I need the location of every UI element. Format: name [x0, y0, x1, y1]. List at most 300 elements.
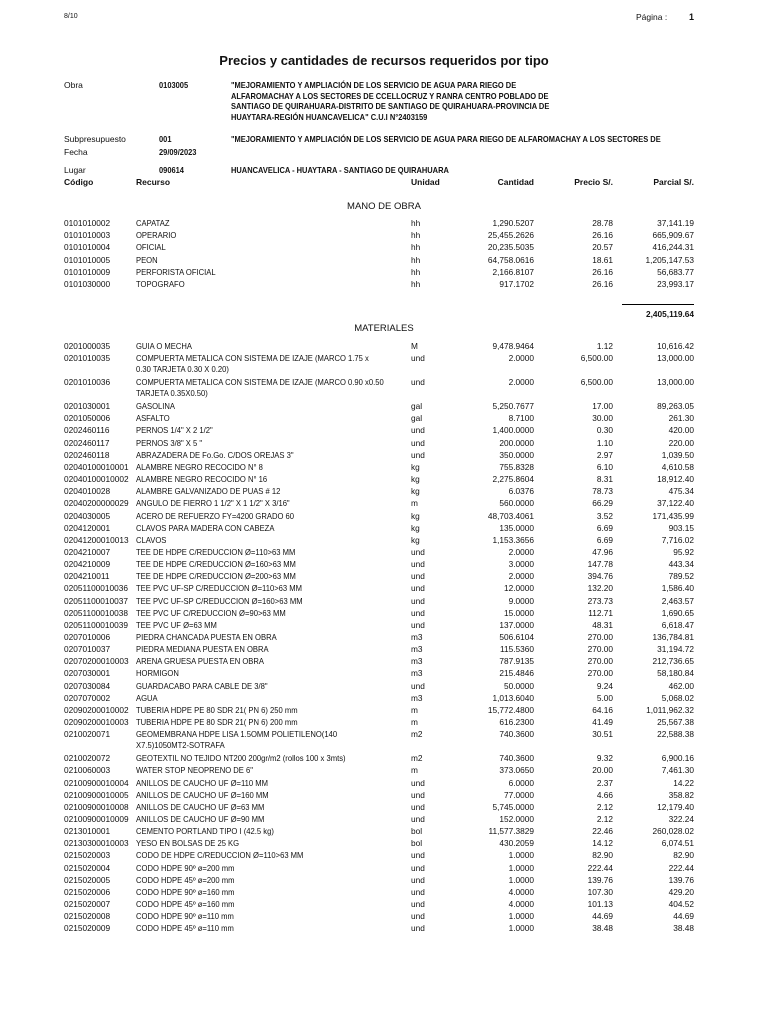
resource-quantity: 350.0000: [499, 449, 534, 460]
resource-description: CODO HDPE 90º ø=200 mm: [136, 862, 235, 873]
resource-partial: 420.00: [668, 425, 694, 436]
resource-price: 6.69: [596, 522, 613, 533]
resource-code: 0207030001: [64, 668, 111, 679]
obra-label: Obra: [64, 80, 83, 90]
resource-partial: 1,011,962.32: [646, 704, 694, 715]
resource-description: ARENA GRUESA PUESTA EN OBRA: [136, 656, 264, 667]
resource-code: 0202460118: [64, 449, 110, 460]
resource-quantity: 787.9135: [499, 656, 534, 667]
resource-unit: und: [411, 607, 425, 618]
resource-unit: m: [411, 765, 418, 776]
resource-description: ALAMBRE NEGRO RECOCIDO N° 8: [136, 461, 263, 472]
resource-code: 0201030001: [64, 401, 111, 412]
resource-unit: gal: [411, 401, 423, 412]
obra-line: SANTIAGO DE QUIRAHUARA-DISTRITO DE SANTIAGO DE QUIRAHUARA-PROVINCIA DE: [231, 101, 550, 111]
resource-code: 0101010003: [64, 230, 111, 241]
resource-unit: und: [411, 862, 425, 873]
resource-price: 22.46: [592, 826, 613, 837]
resource-unit: und: [411, 801, 425, 812]
resource-price: 8.31: [596, 474, 613, 485]
col-header-resource: Recurso: [136, 177, 171, 187]
resource-description: TEE PVC UF Ø=63 MM: [136, 619, 217, 630]
resource-partial: 6,900.16: [661, 753, 694, 764]
resource-quantity: 137.0000: [499, 619, 534, 630]
resource-code: 0101010009: [64, 266, 111, 277]
col-header-qty: Cantidad: [497, 177, 534, 187]
resource-unit: und: [411, 377, 425, 388]
resource-description: PIEDRA CHANCADA PUESTA EN OBRA: [136, 632, 277, 642]
lugar-description: HUANCAVELICA - HUAYTARA - SANTIAGO DE QUIRAHUARA: [231, 165, 449, 175]
resource-price: 107.30: [587, 886, 613, 897]
resource-quantity: 2,275.8604: [492, 474, 534, 485]
resource-unit: und: [411, 777, 425, 788]
resource-price: 66.29: [592, 498, 613, 509]
resource-quantity: 8.7100: [508, 413, 534, 424]
resource-price: 2.37: [596, 777, 613, 788]
resource-unit: und: [411, 789, 425, 800]
resource-price: 132.20: [587, 583, 613, 594]
resource-unit: m: [411, 498, 418, 509]
resource-price: 26.16: [592, 266, 613, 277]
mano-obra-total: 2,405,119.64: [646, 309, 694, 319]
resource-description: GASOLINA: [136, 401, 176, 412]
resource-code: 02051100010037: [64, 595, 128, 606]
resource-quantity: 4.0000: [508, 886, 534, 897]
resource-partial: 56,683.77: [657, 266, 694, 277]
obra-code: 0103005: [159, 80, 189, 90]
resource-code: 0215020005: [64, 874, 111, 885]
resource-quantity: 77.0000: [504, 789, 534, 800]
resource-code: 02040100010001: [64, 461, 129, 472]
resource-price: 270.00: [587, 632, 613, 642]
resource-code: 0204120001: [64, 522, 111, 533]
resource-unit: m3: [411, 632, 423, 642]
resource-quantity: 48,703.4061: [487, 510, 534, 521]
resource-price: 0.30: [596, 425, 613, 436]
resource-unit: M: [411, 341, 418, 351]
resource-quantity: 152.0000: [499, 813, 534, 824]
resource-partial: 260,028.02: [652, 826, 694, 837]
resource-quantity: 15.0000: [504, 607, 534, 618]
resource-quantity: 740.3600: [499, 753, 534, 764]
resource-unit: und: [411, 680, 425, 691]
resource-description: CEMENTO PORTLAND TIPO I (42.5 kg): [136, 826, 274, 837]
resource-description: GEOTEXTIL NO TEJIDO NT200 200gr/m2 (rollos 100 x 3mts): [136, 753, 346, 764]
obra-description: [231, 80, 549, 122]
resource-code: 02051100010039: [64, 619, 128, 630]
resource-partial: 220.00: [668, 437, 694, 448]
resource-unit: m: [411, 704, 418, 715]
col-header-price: Precio S/.: [574, 177, 613, 187]
resource-unit: und: [411, 813, 425, 824]
resource-partial: 37,141.19: [657, 218, 694, 228]
resource-partial: 31,194.72: [657, 644, 694, 655]
resource-quantity: 15,772.4800: [487, 704, 534, 715]
print-date: 8/10: [64, 13, 78, 20]
resource-price: 270.00: [587, 656, 613, 667]
resource-partial: 38.48: [673, 923, 694, 934]
resource-code: 02051100010036: [64, 583, 128, 594]
resource-partial: 22,588.38: [657, 729, 694, 740]
col-header-code: Código: [64, 177, 94, 187]
resource-code: 02070200010003: [64, 656, 129, 667]
resource-quantity: 1,400.0000: [492, 425, 534, 436]
resource-price: 26.16: [592, 279, 613, 289]
resource-quantity: 740.3600: [499, 729, 534, 740]
resource-price: 17.00: [592, 401, 613, 412]
resource-price: 273.73: [587, 595, 613, 606]
resource-code: 0210020071: [64, 729, 111, 740]
resource-quantity: 2.0000: [508, 546, 534, 557]
resource-code: 0215020009: [64, 923, 111, 934]
resource-partial: 212,736.65: [652, 656, 694, 667]
subpresupuesto-label: Subpresupuesto: [64, 134, 126, 144]
resource-partial: 1,690.65: [661, 607, 694, 618]
resource-partial: 1,205,147.53: [645, 254, 694, 265]
resource-description: WATER STOP NEOPRENO DE 6": [136, 765, 253, 776]
resource-unit: hh: [411, 279, 421, 289]
resource-description: ABRAZADERA DE Fo.Go. C/DOS OREJAS 3": [136, 449, 294, 460]
resource-partial: 1,039.50: [661, 449, 694, 460]
resource-unit: bol: [411, 838, 423, 849]
resource-partial: 44.69: [673, 911, 694, 922]
resource-description: CODO HDPE 90º ø=160 mm: [136, 886, 235, 897]
resource-price: 47.96: [592, 546, 613, 557]
resource-code: 02051100010038: [64, 607, 128, 618]
page-title: Precios y cantidades de recursos requeridos por tipo: [219, 53, 549, 68]
resource-quantity: 1.0000: [508, 862, 534, 873]
resource-unit: hh: [411, 254, 421, 265]
resource-quantity: 2.0000: [508, 571, 534, 582]
resource-unit: bol: [411, 826, 423, 837]
resource-quantity: 430.2059: [499, 838, 534, 849]
resource-quantity: 6.0376: [508, 486, 534, 497]
resource-description: GUARDACABO PARA CABLE DE 3/8": [136, 680, 268, 691]
resource-unit: hh: [411, 242, 421, 253]
resource-quantity: 9.0000: [508, 595, 534, 606]
resource-description: ALAMBRE NEGRO RECOCIDO N° 16: [136, 474, 268, 485]
resource-partial: 25,567.38: [657, 717, 694, 728]
resource-price: 18.61: [592, 254, 613, 265]
resource-unit: und: [411, 353, 425, 364]
resource-partial: 222.44: [668, 862, 694, 873]
resource-quantity: 135.0000: [499, 522, 534, 533]
resource-quantity: 3.0000: [508, 559, 534, 570]
col-header-unit: Unidad: [411, 177, 440, 187]
resource-code: 02100900010004: [64, 777, 129, 788]
page-number: 1: [689, 12, 695, 22]
resource-quantity: 5,745.0000: [492, 801, 534, 812]
resource-description: CLAVOS: [136, 534, 167, 545]
resource-description: GUIA O MECHA: [136, 341, 192, 351]
resource-price: 9.24: [596, 680, 613, 691]
resource-quantity: 25,455.2626: [487, 230, 534, 241]
resource-code: 02041200010013: [64, 534, 129, 545]
resource-partial: 139.76: [668, 874, 694, 885]
resource-price: 6.10: [596, 461, 613, 472]
resource-unit: hh: [411, 230, 421, 241]
resource-partial: 358.82: [668, 789, 694, 800]
resource-code: 02090200010003: [64, 717, 129, 728]
resource-unit: und: [411, 595, 425, 606]
resource-description: ANILLOS DE CAUCHO UF Ø=63 MM: [136, 801, 265, 812]
resource-code: 02040200000029: [64, 498, 129, 509]
resource-quantity: 115.5360: [500, 644, 534, 655]
resource-quantity: 917.1702: [499, 279, 534, 289]
resource-price: 270.00: [587, 644, 613, 655]
resource-partial: 322.24: [668, 813, 694, 824]
obra-line: ALFAROMACHAY A LOS SECTORES DE CCELLOCRUZ Y RANRA CENTRO POBLADO DE: [231, 90, 549, 101]
resource-description: YESO EN BOLSAS DE 25 KG: [136, 838, 240, 849]
resource-partial: 18,912.40: [657, 474, 694, 485]
resource-unit: m3: [411, 656, 423, 667]
resource-price: 6,500.00: [580, 377, 613, 388]
resource-price: 28.78: [592, 218, 613, 228]
resource-code: 0215020008: [64, 911, 111, 922]
resource-unit: m3: [411, 668, 423, 679]
resource-description: PERNOS 1/4" X 2 1/2": [136, 425, 213, 436]
resource-code: 0204030005: [64, 510, 111, 521]
resource-quantity: 6.0000: [508, 777, 534, 788]
resource-price: 3.52: [596, 510, 613, 521]
resource-description: TEE DE HDPE C/REDUCCION Ø=200>63 MM: [136, 571, 296, 582]
resource-partial: 171,435.99: [652, 510, 694, 521]
resource-description: ANILLOS DE CAUCHO UF Ø=90 MM: [136, 813, 265, 824]
resource-description: CODO HDPE 45º ø=200 mm: [136, 874, 235, 885]
resource-quantity: 50.0000: [504, 680, 534, 691]
resource-price: 112.71: [588, 607, 613, 618]
resource-code: 02100900010009: [64, 813, 129, 824]
resource-code: 0201010035: [64, 353, 111, 364]
resource-description: TEE DE HDPE C/REDUCCION Ø=110>63 MM: [136, 546, 296, 557]
resource-code: 0101030000: [64, 279, 111, 289]
resource-unit: kg: [411, 534, 420, 545]
resource-unit: m2: [411, 729, 423, 740]
resource-unit: kg: [411, 486, 420, 497]
resource-unit: kg: [411, 461, 420, 472]
resource-code: 0204010028: [64, 486, 111, 497]
resource-description: CODO HDPE 90º ø=110 mm: [136, 911, 234, 922]
resource-quantity: 755.8328: [499, 461, 534, 472]
resource-quantity: 616.2300: [499, 717, 534, 728]
resource-code: 0202460117: [64, 437, 110, 448]
resource-price: 9.32: [596, 753, 613, 764]
resource-description: PERFORISTA OFICIAL: [136, 266, 216, 277]
resource-quantity: 215.4846: [499, 668, 534, 679]
resource-quantity: 506.6104: [499, 632, 534, 642]
resource-unit: kg: [411, 522, 420, 533]
resource-price: 30.51: [592, 729, 613, 740]
resource-description: PEON: [136, 254, 158, 265]
resource-price: 2.12: [596, 801, 613, 812]
resource-description: CODO DE HDPE C/REDUCCION Ø=110>63 MM: [136, 850, 304, 861]
resource-price: 41.49: [592, 717, 613, 728]
resource-price: 26.16: [592, 230, 613, 241]
resource-partial: 13,000.00: [657, 377, 694, 388]
resource-price: 38.48: [592, 923, 613, 934]
resource-code: 02100900010008: [64, 801, 129, 812]
resource-quantity: 1,290.5207: [492, 218, 534, 228]
resource-partial: 4,610.58: [661, 461, 694, 472]
resource-quantity: 64,758.0616: [487, 254, 534, 265]
resource-unit: kg: [411, 474, 420, 485]
resource-code: 0201050006: [64, 413, 111, 424]
resource-description: ANILLOS DE CAUCHO UF Ø=110 MM: [136, 777, 268, 788]
resource-code: 0101010004: [64, 242, 111, 253]
resource-partial: 261.30: [668, 413, 694, 424]
resource-code: 02130300010003: [64, 838, 129, 849]
resource-unit: und: [411, 923, 425, 934]
resource-unit: und: [411, 425, 425, 436]
resource-quantity: 200.0000: [499, 437, 534, 448]
resource-partial: 82.90: [673, 850, 694, 861]
resource-price: 6.69: [596, 534, 613, 545]
resource-unit: und: [411, 437, 425, 448]
resource-price: 20.57: [592, 242, 613, 253]
resource-partial: 5,068.02: [661, 692, 694, 703]
resource-partial: 136,784.81: [652, 632, 694, 642]
section-title-materiales: MATERIALES: [354, 323, 414, 334]
resource-code: 0215020004: [64, 862, 111, 873]
resource-partial: 7,461.30: [661, 765, 694, 776]
resource-unit: und: [411, 619, 425, 630]
resource-unit: und: [411, 886, 425, 897]
resource-partial: 6,074.51: [661, 838, 694, 849]
resource-quantity: 1.0000: [508, 874, 534, 885]
resource-partial: 6,618.47: [661, 619, 694, 630]
resource-partial: 14.22: [673, 777, 694, 788]
resource-quantity: 2.0000: [508, 377, 534, 388]
page-label: Página :: [636, 12, 668, 22]
resource-unit: m: [411, 717, 418, 728]
resource-unit: m2: [411, 753, 423, 764]
resource-quantity: 1.0000: [508, 850, 534, 861]
resource-partial: 404.52: [668, 899, 694, 909]
resource-quantity: 12.0000: [504, 583, 534, 594]
resource-description: ANGULO DE FIERRO 1 1/2" X 1 1/2" X 3/16": [136, 498, 290, 509]
resource-price: 14.12: [592, 838, 613, 849]
resource-description: TEE PVC UF-SP C/REDUCCION Ø=110>63 MM: [136, 583, 303, 594]
resource-description: PIEDRA MEDIANA PUESTA EN OBRA: [136, 644, 269, 655]
resource-partial: 429.20: [668, 886, 694, 897]
resource-quantity: 4.0000: [508, 899, 534, 909]
resource-description: TEE PVC UF-SP C/REDUCCION Ø=160>63 MM: [136, 595, 303, 606]
resource-code: 02040100010002: [64, 474, 129, 485]
resource-price: 48.31: [592, 619, 613, 630]
resource-description: GEOMEMBRANA HDPE LISA 1.5OMM POLIETILENO(140 X7.5)1050MT2-SOTRAFA: [136, 729, 338, 750]
resource-partial: 789.52: [668, 571, 694, 582]
resource-quantity: 1.0000: [508, 923, 534, 934]
subpresupuesto-description: "MEJORAMIENTO Y AMPLIACIÓN DE LOS SERVICIO DE AGUA PARA RIEGO DE ALFAROMACHAY A LOS SECTORES DE: [231, 134, 661, 144]
resource-description: ALAMBRE GALVANIZADO DE PUAS # 12: [136, 486, 281, 497]
resource-unit: gal: [411, 413, 423, 424]
resource-quantity: 2.0000: [508, 353, 534, 364]
resource-price: 44.69: [592, 911, 613, 922]
resource-quantity: 9,478.9464: [492, 341, 534, 351]
resource-description: OFICIAL: [136, 242, 166, 253]
resource-description: TEE DE HDPE C/REDUCCION Ø=160>63 MM: [136, 559, 296, 570]
resource-price: 2.12: [596, 813, 613, 824]
resource-unit: und: [411, 449, 425, 460]
resource-code: 0210020072: [64, 753, 111, 764]
resource-price: 5.00: [596, 692, 613, 703]
resource-unit: kg: [411, 510, 420, 521]
resource-price: 147.78: [587, 559, 613, 570]
resource-partial: 2,463.57: [661, 595, 694, 606]
fecha-label: Fecha: [64, 147, 88, 157]
resource-description: OPERARIO: [136, 230, 177, 241]
resource-description: ASFALTO: [136, 413, 170, 424]
resource-partial: 903.15: [668, 522, 694, 533]
resource-price: 6,500.00: [580, 353, 613, 364]
resource-quantity: 1,013.6040: [492, 692, 534, 703]
resource-code: 0201000035: [64, 341, 111, 351]
resource-quantity: 560.0000: [499, 498, 534, 509]
resource-price: 270.00: [587, 668, 613, 679]
resource-partial: 13,000.00: [657, 353, 694, 364]
resource-description: ANILLOS DE CAUCHO UF Ø=160 MM: [136, 789, 269, 800]
resource-partial: 10,616.42: [657, 341, 694, 351]
resource-quantity: 373.0650: [499, 765, 534, 776]
resource-code: 02100900010005: [64, 789, 129, 800]
resource-unit: und: [411, 571, 425, 582]
resource-unit: und: [411, 546, 425, 557]
resource-code: 0210060003: [64, 765, 111, 776]
resource-quantity: 5,250.7677: [492, 401, 534, 412]
resource-price: 4.66: [596, 789, 613, 800]
resource-description: PERNOS 3/8" X 5 ": [136, 437, 203, 448]
resource-price: 78.73: [592, 486, 613, 497]
resource-unit: und: [411, 583, 425, 594]
resource-price: 222.44: [587, 862, 613, 873]
resource-quantity: 20,235.5035: [487, 242, 534, 253]
resource-partial: 462.00: [668, 680, 694, 691]
resource-price: 2.97: [596, 449, 613, 460]
resource-partial: 89,263.05: [657, 401, 694, 412]
fecha-value: 29/09/2023: [159, 147, 197, 157]
resource-code: 0204210009: [64, 559, 111, 570]
resource-quantity: 2,166.8107: [492, 266, 534, 277]
resource-quantity: 1.0000: [508, 911, 534, 922]
resource-description: COMPUERTA METALICA CON SISTEMA DE IZAJE (MARCO 0.90 x0.50 TARJETA 0.35X0.50): [136, 377, 384, 398]
resource-code: 0207010006: [64, 632, 111, 642]
resource-price: 30.00: [592, 413, 613, 424]
resource-description: CODO HDPE 45º ø=110 mm: [136, 923, 234, 934]
resource-unit: m3: [411, 692, 423, 703]
resource-partial: 665,909.67: [652, 230, 694, 241]
resource-unit: und: [411, 911, 425, 922]
resource-code: 0202460116: [64, 425, 110, 436]
resource-price: 1.10: [596, 437, 613, 448]
resource-partial: 443.34: [668, 559, 694, 570]
resource-quantity: 1,153.3656: [492, 534, 534, 545]
resource-code: 0207030084: [64, 680, 111, 691]
resource-unit: und: [411, 874, 425, 885]
resource-description: COMPUERTA METALICA CON SISTEMA DE IZAJE (MARCO 1.75 x 0.30 TARJETA 0.30 X 0.20): [136, 353, 369, 374]
resource-partial: 1,586.40: [661, 583, 694, 594]
resource-description: TUBERIA HDPE PE 80 SDR 21( PN 6) 200 mm: [136, 717, 298, 728]
resource-price: 64.16: [592, 704, 613, 715]
resource-code: 0201010036: [64, 377, 111, 388]
resource-partial: 416,244.31: [652, 242, 694, 253]
resource-partial: 475.34: [668, 486, 694, 497]
resource-description: CAPATAZ: [136, 218, 170, 228]
resource-description: TUBERIA HDPE PE 80 SDR 21( PN 6) 250 mm: [136, 704, 298, 715]
resource-code: 0204210011: [64, 571, 110, 582]
resource-code: 0213010001: [64, 826, 111, 837]
resource-unit: und: [411, 559, 425, 570]
resource-unit: hh: [411, 266, 421, 277]
